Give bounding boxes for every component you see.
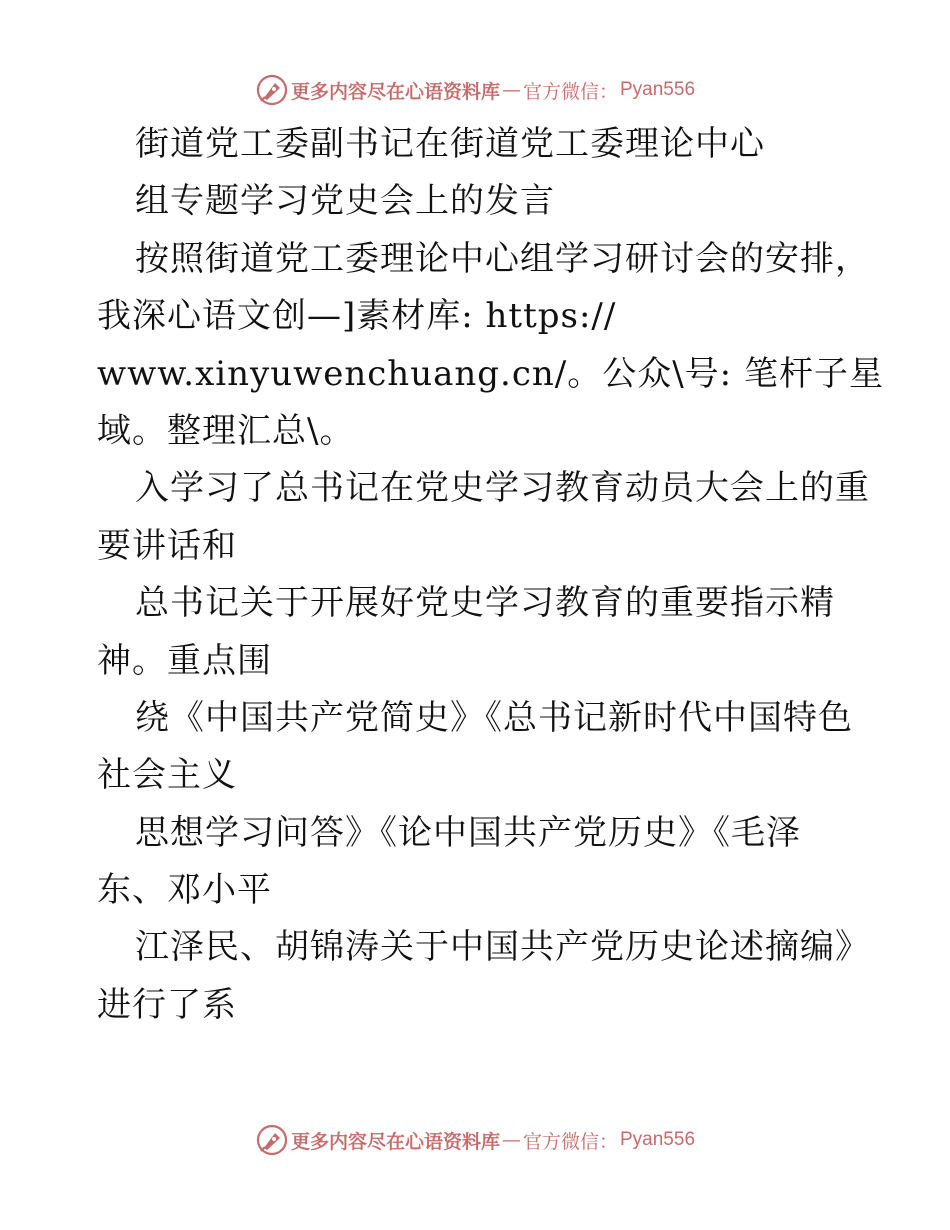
banner-wechat-id: Pyan556 — [620, 79, 696, 100]
header-banner — [0, 70, 950, 110]
doc-paragraph-line: 东、邓小平 — [97, 870, 272, 911]
footer-banner — [0, 1120, 950, 1160]
doc-paragraph-line: 神。重点围 — [97, 640, 272, 681]
banner-text: 更多内容尽在心语资料库 — [290, 1130, 500, 1153]
pen-nib-logo-icon — [255, 1123, 289, 1157]
doc-paragraph-line: 总书记关于开展好党史学习教育的重要指示精 — [135, 583, 835, 624]
banner-wechat-label: 官方微信： — [522, 1130, 618, 1153]
doc-paragraph-line: 要讲话和 — [97, 525, 237, 566]
banner-wechat-id: Pyan556 — [620, 1129, 696, 1150]
doc-paragraph-line: www.xinyuwenchuang.cn/。公众\号: 笔杆子星 — [97, 353, 884, 394]
doc-paragraph-line: 域。整理汇总\。 — [97, 410, 355, 451]
document-body — [97, 116, 884, 1034]
doc-paragraph-line: 我深心语文创—]素材库: https:// — [97, 296, 617, 337]
doc-title-line-2: 组专题学习党史会上的发言 — [135, 181, 555, 222]
doc-paragraph-line: 进行了系 — [97, 984, 237, 1025]
doc-paragraph-line: 入学习了总书记在党史学习教育动员大会上的重 — [135, 468, 870, 509]
banner-dash: — — [501, 1129, 521, 1151]
doc-paragraph-line: 绕《中国共产党简史》《总书记新时代中国特色 — [135, 697, 853, 738]
pen-nib-logo-icon — [255, 73, 289, 107]
banner-text: 更多内容尽在心语资料库 — [290, 80, 500, 103]
doc-paragraph-line: 江泽民、胡锦涛关于中国共产党历史论述摘编》 — [135, 927, 870, 968]
doc-paragraph-line: 社会主义 — [97, 755, 237, 796]
doc-paragraph-line: 按照街道党工委理论中心组学习研讨会的安排， — [135, 238, 870, 279]
banner-wechat-label: 官方微信： — [522, 80, 618, 103]
doc-title-line-1: 街道党工委副书记在街道党工委理论中心 — [135, 124, 765, 164]
banner-dash: — — [501, 79, 521, 101]
doc-paragraph-line: 思想学习问答》《论中国共产党历史》《毛泽 — [135, 812, 801, 853]
